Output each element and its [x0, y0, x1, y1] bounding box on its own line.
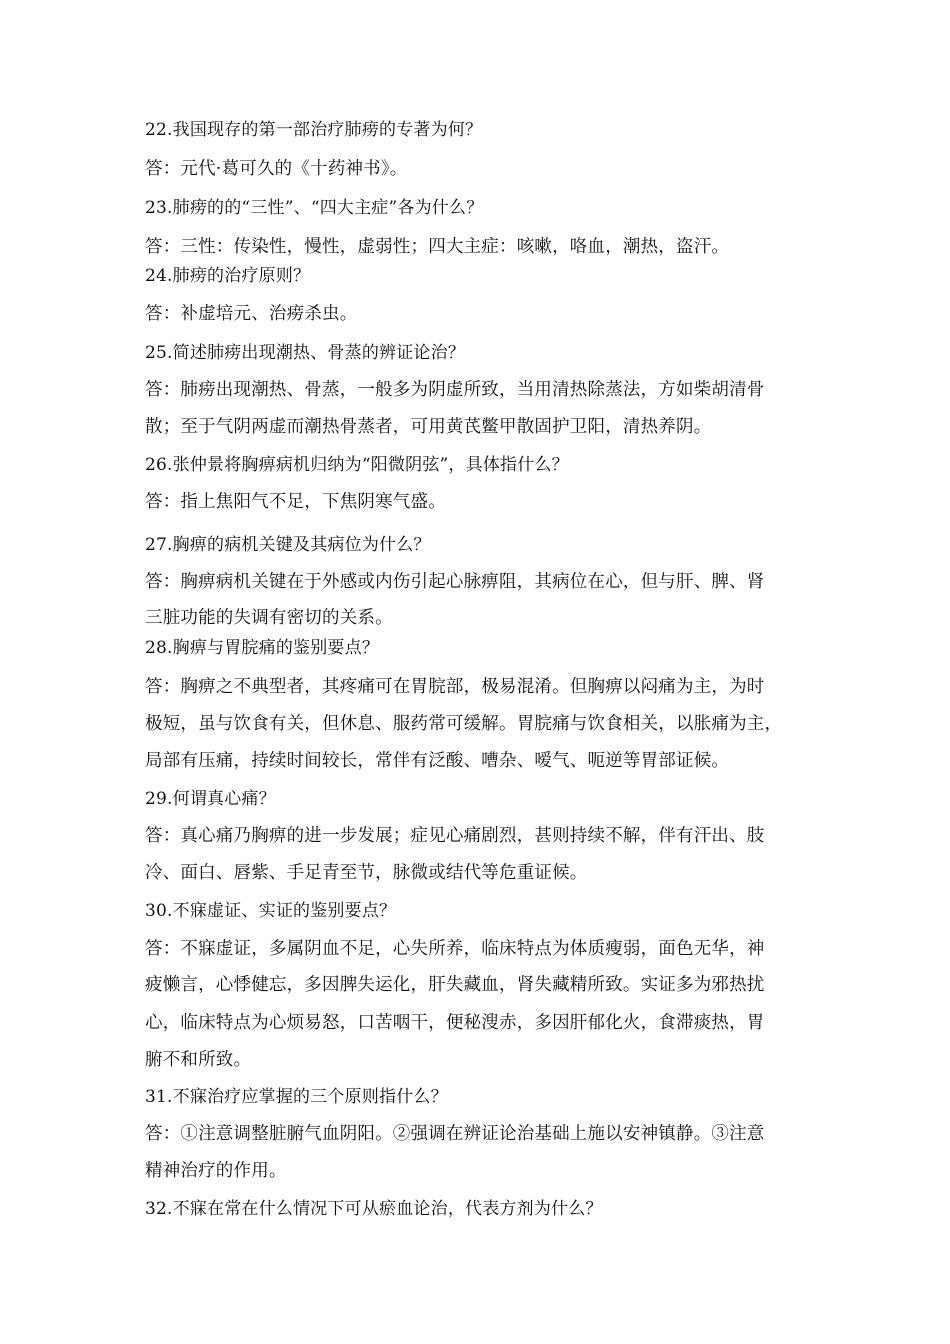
answer-28-line-2: 极短，虽与饮食有关，但休息、服药常可缓解。胃脘痛与饮食相关，以胀痛为主，: [145, 714, 783, 734]
answer-30-line-3: 心，临床特点为心烦易怒，口苦咽干，便秘溲赤，多因肝郁化火，食滞痰热，胃: [145, 1013, 765, 1033]
answer-29-line-2: 冷、面白、唇紫、手足青至节，脉微或结代等危重证候。: [145, 863, 588, 883]
question-29: 29.何谓真心痛？: [145, 789, 276, 809]
answer-31-line-2: 精神治疗的作用。: [145, 1161, 287, 1181]
question-31: 31.不寐治疗应掌握的三个原则指什么？: [145, 1087, 448, 1107]
answer-27-line-2: 三脏功能的失调有密切的关系。: [145, 608, 393, 628]
answer-26: 答：指上焦阳气不足，下焦阴寒气盛。: [145, 492, 446, 512]
answer-30-line-4: 腑不和所致。: [145, 1050, 252, 1070]
question-23: 23.肺痨的的“三性”、“四大主症”各为什么？: [145, 198, 484, 218]
answer-24: 答：补虚培元、治痨杀虫。: [145, 304, 358, 324]
answer-28-line-1: 答：胸痹之不典型者，其疼痛可在胃脘部，极易混淆。但胸痹以闷痛为主，为时: [145, 677, 765, 697]
answer-30-line-2: 疲懒言，心悸健忘，多因脾失运化，肝失藏血，肾失藏精所致。实证多为邪热扰: [145, 975, 765, 995]
answer-22: 答：元代·葛可久的《十药神书》。: [145, 159, 408, 179]
answer-25-line-2: 散；至于气阴两虚而潮热骨蒸者，可用黄芪鳖甲散固护卫阳，清热养阴。: [145, 417, 712, 437]
answer-23: 答：三性：传染性，慢性，虚弱性；四大主症：咳嗽，咯血，潮热，盗汗。: [145, 237, 730, 257]
question-28: 28.胸痹与胃脘痛的鉴别要点？: [145, 638, 380, 658]
question-25: 25.简述肺痨出现潮热、骨蒸的辨证论治？: [145, 343, 466, 363]
question-24: 24.肺痨的治疗原则？: [145, 266, 311, 286]
answer-27-line-1: 答：胸痹病机关键在于外感或内伤引起心脉痹阻，其病位在心，但与肝、脾、肾: [145, 572, 765, 592]
answer-31-line-1: 答：①注意调整脏腑气血阴阳。②强调在辨证论治基础上施以安神镇静。③注意: [145, 1124, 765, 1144]
question-22: 22.我国现存的第一部治疗肺痨的专著为何？: [145, 120, 483, 140]
answer-28-line-3: 局部有压痛，持续时间较长，常伴有泛酸、嘈杂、嗳气、呃逆等胃部证候。: [145, 751, 730, 771]
question-30: 30.不寐虚证、实证的鉴别要点？: [145, 901, 397, 921]
answer-30-line-1: 答：不寐虚证，多属阴血不足，心失所养，临床特点为体质瘦弱，面色无华，神: [145, 939, 765, 959]
question-26: 26.张仲景将胸痹病机归纳为“阳微阴弦”，具体指什么？: [145, 455, 569, 475]
question-32: 32.不寐在常在什么情况下可从瘀血论治，代表方剂为什么？: [145, 1199, 603, 1219]
answer-25-line-1: 答：肺痨出现潮热、骨蒸，一般多为阴虚所致，当用清热除蒸法，方如柴胡清骨: [145, 380, 765, 400]
question-27: 27.胸痹的病机关键及其病位为什么？: [145, 535, 431, 555]
answer-29-line-1: 答：真心痛乃胸痹的进一步发展；症见心痛剧烈，甚则持续不解，伴有汗出、肢: [145, 826, 765, 846]
